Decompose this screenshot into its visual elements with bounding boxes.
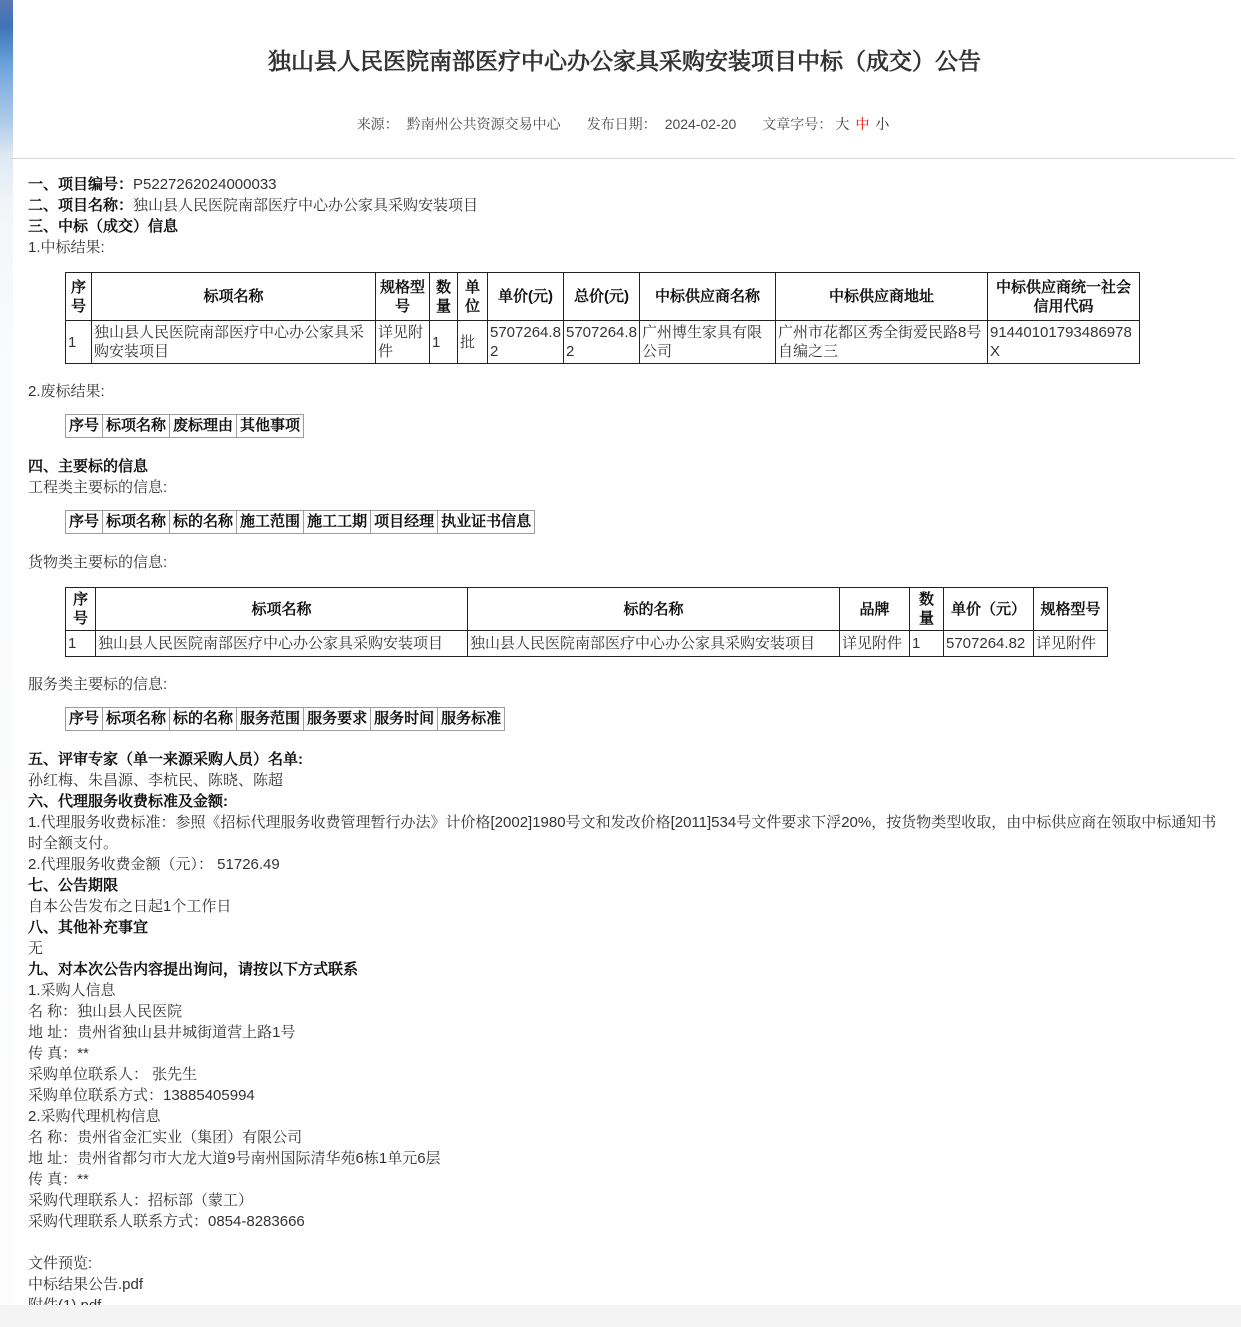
source-label: 来源： <box>356 116 399 132</box>
cell-total-price: 5707264.82 <box>564 321 640 364</box>
cell-lot-name: 独山县人民医院南部医疗中心办公家具采购安装项目 <box>92 321 376 364</box>
failed-bid-table <box>65 414 304 438</box>
column-header-subject-name: 标的名称 <box>468 588 840 631</box>
failed-bid-header-row <box>66 415 304 438</box>
agency-fee-heading: 六、代理服务收费标准及金额: <box>28 793 228 810</box>
column-header-service-standard: 服务标准 <box>438 708 505 731</box>
font-size-label: 文章字号： <box>762 116 833 132</box>
purchaser-phone: 采购单位联系方式：13885405994 <box>28 1087 255 1104</box>
other-heading: 八、其他补充事宜 <box>28 919 149 936</box>
font-size-medium-button[interactable]: 中 <box>855 116 870 132</box>
purchaser-name: 名 称：独山县人民医院 <box>28 1003 183 1020</box>
goods-table-header-row <box>66 588 1108 631</box>
column-header-service-require: 服务要求 <box>304 708 371 731</box>
award-info-heading: 三、中标（成交）信息 <box>28 218 179 235</box>
project-name-line <box>28 195 1221 216</box>
cell-credit-code: 91440101793486978X <box>988 321 1140 364</box>
agency-section-label: 2.采购代理机构信息 <box>28 1108 161 1125</box>
agency-fee-amount: 2.代理服务收费金额（元）： 51726.49 <box>28 856 280 873</box>
column-header-spec: 规格型号 <box>376 273 430 321</box>
publish-date-value: 2024-02-20 <box>664 116 737 132</box>
column-header-brand: 品牌 <box>840 588 910 631</box>
column-header-lot-name: 标项名称 <box>103 415 170 438</box>
construction-subject-table <box>65 510 535 534</box>
award-table-row <box>66 321 1140 364</box>
main-subject-heading: 四、主要标的信息 <box>28 458 149 475</box>
column-header-fail-reason: 废标理由 <box>170 415 237 438</box>
experts-names: 孙红梅、朱昌源、李杭民、陈晓、陈超 <box>28 772 284 789</box>
font-size-small-button[interactable]: 小 <box>875 116 890 132</box>
column-header-lot-name: 标项名称 <box>103 708 170 731</box>
column-header-unit-price: 单价(元) <box>488 273 564 321</box>
cell-unit-price: 5707264.82 <box>944 631 1034 657</box>
column-header-lot-name: 标项名称 <box>96 588 468 631</box>
project-number-line <box>28 174 1221 195</box>
purchaser-address: 地 址：贵州省独山县井城街道营上路1号 <box>28 1024 296 1041</box>
page-footer-strip <box>0 1305 1241 1327</box>
construction-header-row <box>66 511 535 534</box>
column-header-manager: 项目经理 <box>371 511 438 534</box>
column-header-certificate: 执业证书信息 <box>438 511 535 534</box>
column-header-supplier-address: 中标供应商地址 <box>776 273 988 321</box>
font-size-large-button[interactable]: 大 <box>835 116 850 132</box>
column-header-seq: 序号 <box>66 588 96 631</box>
article-meta <box>28 114 1221 134</box>
service-subject-label: 服务类主要标的信息: <box>28 676 168 693</box>
column-header-lot-name: 标项名称 <box>92 273 376 321</box>
column-header-scope: 施工范围 <box>237 511 304 534</box>
cell-spec: 详见附件 <box>1034 631 1108 657</box>
column-header-seq: 序号 <box>66 708 103 731</box>
column-header-service-time: 服务时间 <box>371 708 438 731</box>
cell-spec: 详见附件 <box>376 321 430 364</box>
cell-seq: 1 <box>66 631 96 657</box>
cell-unit-price: 5707264.82 <box>488 321 564 364</box>
award-table-header-row <box>66 273 1140 321</box>
cell-seq: 1 <box>66 321 92 364</box>
other-value: 无 <box>28 940 44 957</box>
service-header-row <box>66 708 505 731</box>
column-header-qty: 数量 <box>910 588 944 631</box>
column-header-other: 其他事项 <box>237 415 304 438</box>
spacer <box>28 1232 1221 1253</box>
cell-supplier-name: 广州博生家具有限公司 <box>640 321 776 364</box>
column-header-supplier-name: 中标供应商名称 <box>640 273 776 321</box>
agency-fax: 传 真：** <box>28 1171 89 1188</box>
project-number-label: 一、项目编号： <box>28 176 134 193</box>
column-header-subject-name: 标的名称 <box>170 511 237 534</box>
purchaser-section-label: 1.采购人信息 <box>28 982 116 999</box>
page-title: 独山县人民医院南部医疗中心办公家具采购安装项目中标（成交）公告 <box>268 48 981 74</box>
purchaser-contact: 采购单位联系人： 张先生 <box>28 1066 198 1083</box>
notice-period-heading: 七、公告期限 <box>28 877 119 894</box>
cell-supplier-address: 广州市花都区秀全街爱民路8号自编之三 <box>776 321 988 364</box>
source-value: 黔南州公共资源交易中心 <box>406 116 561 132</box>
contact-heading: 九、对本次公告内容提出询问，请按以下方式联系 <box>28 961 359 978</box>
files-label: 文件预览: <box>28 1255 93 1272</box>
header-divider <box>10 158 1235 159</box>
cell-brand: 详见附件 <box>840 631 910 657</box>
announcement-body <box>28 174 1221 1316</box>
column-header-lot-name: 标项名称 <box>103 511 170 534</box>
column-header-duration: 施工工期 <box>304 511 371 534</box>
service-subject-table <box>65 707 505 731</box>
attachment-link-result-pdf[interactable]: 中标结果公告.pdf <box>28 1276 144 1293</box>
column-header-unit-price: 单价（元） <box>944 588 1034 631</box>
goods-subject-table <box>65 587 1108 657</box>
agency-name: 名 称：贵州省金汇实业（集团）有限公司 <box>28 1129 303 1146</box>
agency-contact: 采购代理联系人：招标部（蒙工） <box>28 1192 254 1209</box>
notice-period-value: 自本公告发布之日起1个工作日 <box>28 898 232 915</box>
experts-heading: 五、评审专家（单一来源采购人员）名单: <box>28 751 303 768</box>
column-header-spec: 规格型号 <box>1034 588 1108 631</box>
goods-table-row <box>66 631 1108 657</box>
award-result-label: 1.中标结果: <box>28 239 105 256</box>
column-header-credit-code: 中标供应商统一社会信用代码 <box>988 273 1140 321</box>
column-header-seq: 序号 <box>66 273 92 321</box>
cell-qty: 1 <box>910 631 944 657</box>
award-result-table <box>65 272 1140 364</box>
cell-subject-name: 独山县人民医院南部医疗中心办公家具采购安装项目 <box>468 631 840 657</box>
publish-date-label: 发布日期： <box>586 116 657 132</box>
column-header-service-scope: 服务范围 <box>237 708 304 731</box>
column-header-subject-name: 标的名称 <box>170 708 237 731</box>
goods-subject-label: 货物类主要标的信息: <box>28 554 168 571</box>
project-number-value: P5227262024000033 <box>133 176 277 193</box>
column-header-unit: 单位 <box>458 273 488 321</box>
cell-lot-name: 独山县人民医院南部医疗中心办公家具采购安装项目 <box>96 631 468 657</box>
purchaser-fax: 传 真：** <box>28 1045 89 1062</box>
project-name-value: 独山县人民医院南部医疗中心办公家具采购安装项目 <box>133 197 479 214</box>
cell-qty: 1 <box>430 321 458 364</box>
column-header-seq: 序号 <box>66 511 103 534</box>
construction-subject-label: 工程类主要标的信息: <box>28 479 168 496</box>
agency-phone: 采购代理联系人联系方式：0854-8283666 <box>28 1213 305 1230</box>
cell-unit: 批 <box>458 321 488 364</box>
column-header-seq: 序号 <box>66 415 103 438</box>
fail-result-label: 2.废标结果: <box>28 383 105 400</box>
column-header-total-price: 总价(元) <box>564 273 640 321</box>
project-name-label: 二、项目名称： <box>28 197 134 214</box>
agency-address: 地 址：贵州省都匀市大龙大道9号南州国际清华苑6栋1单元6层 <box>28 1150 441 1167</box>
column-header-qty: 数量 <box>430 273 458 321</box>
agency-fee-standard: 1.代理服务收费标准：参照《招标代理服务收费管理暂行办法》计价格[2002]1980号文和发改价格[2011]534号文件要求下浮20%，按货物类型收取，由中标供应商在领取中标通知书时全额支付。 <box>28 814 1217 852</box>
